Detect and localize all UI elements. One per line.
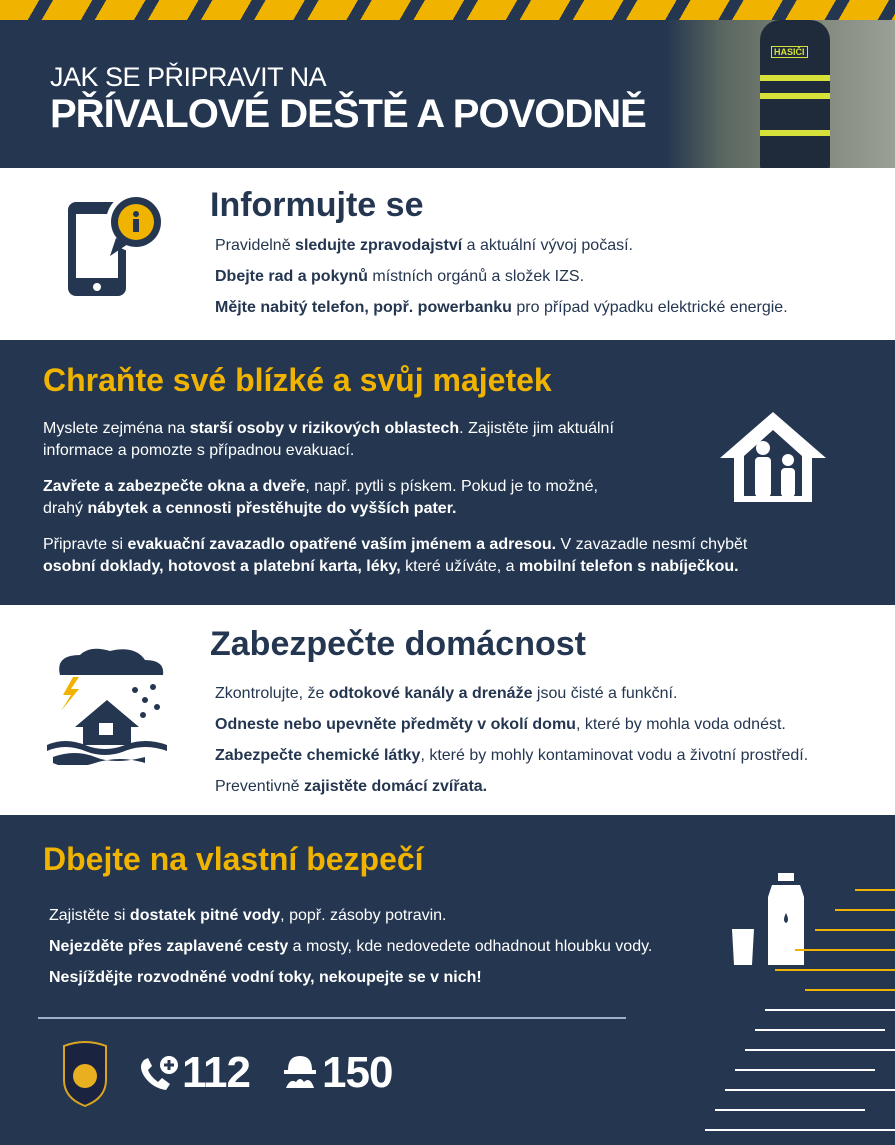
bold-text: dostatek pitné vody bbox=[129, 907, 281, 924]
bold-text: Zavřete a zabezpečte okna a dveře bbox=[43, 478, 306, 495]
section-household bbox=[0, 605, 895, 815]
bold-text: Zabezpečte chemické látky bbox=[215, 747, 421, 764]
text: a mosty, kde nedovedete odhadnout hloubku vody. bbox=[288, 938, 653, 955]
text-line bbox=[43, 476, 633, 520]
phone-emergency-icon bbox=[138, 1054, 180, 1092]
text: , popř. zásoby potravin. bbox=[280, 907, 447, 924]
text: a aktuální vývoj počasí. bbox=[462, 237, 633, 254]
text: Preventivně bbox=[215, 778, 304, 795]
text-line bbox=[215, 678, 808, 709]
text-line bbox=[215, 292, 788, 323]
bold-text: evakuační zavazadlo opatřené vaším jménem a adresou. bbox=[127, 536, 557, 553]
hazard-stripes bbox=[0, 0, 895, 20]
text: místních orgánů a složek IZS. bbox=[367, 268, 585, 285]
text: pro případ výpadku elektrické energie. bbox=[511, 299, 788, 316]
text: Připravte si bbox=[43, 536, 128, 553]
text: , které by mohla voda odnést. bbox=[575, 716, 786, 733]
bold-text: odtokové kanály a drenáže bbox=[328, 685, 533, 702]
bold-text: Nesjíždějte rozvodněné vodní toky, nekoupejte se v nich! bbox=[49, 969, 482, 986]
text: Zkontrolujte, že bbox=[215, 685, 329, 702]
text-line bbox=[215, 771, 808, 802]
text: které užíváte, a bbox=[400, 558, 519, 575]
hzs-logo bbox=[60, 1040, 110, 1108]
text: Zajistěte si bbox=[49, 907, 130, 924]
text: Myslete zejména na bbox=[43, 420, 190, 437]
header-title: PŘÍVALOVÉ DEŠTĚ A POVODNĚ bbox=[50, 92, 646, 136]
divider bbox=[38, 1017, 626, 1019]
header bbox=[0, 20, 895, 168]
text: jsou čisté a funkční. bbox=[532, 685, 678, 702]
emergency-number: 112 bbox=[182, 1048, 250, 1097]
text: , které by mohly kontaminovat vodu a životní prostředí. bbox=[420, 747, 809, 764]
text-line bbox=[215, 740, 808, 771]
bold-text: sledujte zpravodajství bbox=[295, 237, 463, 254]
text: V zavazadle nesmí chybět bbox=[556, 536, 748, 553]
fire-number: 150 bbox=[322, 1048, 393, 1097]
section-text bbox=[43, 418, 803, 592]
storm-house-icon bbox=[45, 645, 170, 765]
firefighter-photo bbox=[665, 20, 895, 168]
text-line bbox=[215, 709, 808, 740]
text: Pravidelně bbox=[215, 237, 296, 254]
bold-text: Nejezděte přes zaplavené cesty bbox=[49, 938, 289, 955]
text-line bbox=[49, 900, 652, 931]
text: , např. pytli s pískem. Pokud je to možné, drahý bbox=[43, 478, 598, 517]
text-line bbox=[49, 931, 652, 962]
section-title: Dbejte na vlastní bezpečí bbox=[43, 841, 424, 877]
text-line bbox=[215, 261, 788, 292]
phone-info-icon bbox=[62, 192, 172, 302]
section-text bbox=[215, 230, 788, 323]
bold-text: mobilní telefon s nabíječkou. bbox=[518, 558, 739, 575]
text-line bbox=[49, 962, 652, 993]
text-line bbox=[43, 418, 633, 462]
section-text bbox=[49, 900, 652, 993]
text: . Zajistěte jim aktuální informace a pomozte s případnou evakuací. bbox=[43, 420, 614, 459]
section-title: Zabezpečte domácnost bbox=[210, 625, 586, 663]
bold-text: Dbejte rad a pokynů bbox=[215, 268, 368, 285]
bold-text: Odneste nebo upevněte předměty v okolí domu bbox=[215, 716, 576, 733]
section-title: Informujte se bbox=[210, 186, 424, 224]
section-inform bbox=[0, 168, 895, 340]
text-line bbox=[215, 230, 788, 261]
bold-text: Mějte nabitý telefon, popř. powerbanku bbox=[215, 299, 512, 316]
section-title: Chraňte své blízké a svůj majetek bbox=[43, 362, 552, 398]
bold-text: nábytek a cennosti přestěhujte do vyšších pater. bbox=[87, 500, 457, 517]
photo-label: HASIČI bbox=[771, 46, 808, 58]
section-text bbox=[215, 678, 808, 802]
fire-helmet-icon bbox=[282, 1052, 318, 1090]
header-subtitle: JAK SE PŘIPRAVIT NA bbox=[50, 62, 327, 92]
text-line bbox=[43, 534, 803, 578]
bold-text: zajistěte domácí zvířata. bbox=[303, 778, 488, 795]
speed-lines-decoration bbox=[695, 880, 895, 1140]
house-family-icon bbox=[718, 410, 828, 505]
bold-text: osobní doklady, hotovost a platební karta, léky, bbox=[43, 558, 401, 575]
section-protect bbox=[0, 340, 895, 605]
bold-text: starší osoby v rizikových oblastech bbox=[189, 420, 460, 437]
